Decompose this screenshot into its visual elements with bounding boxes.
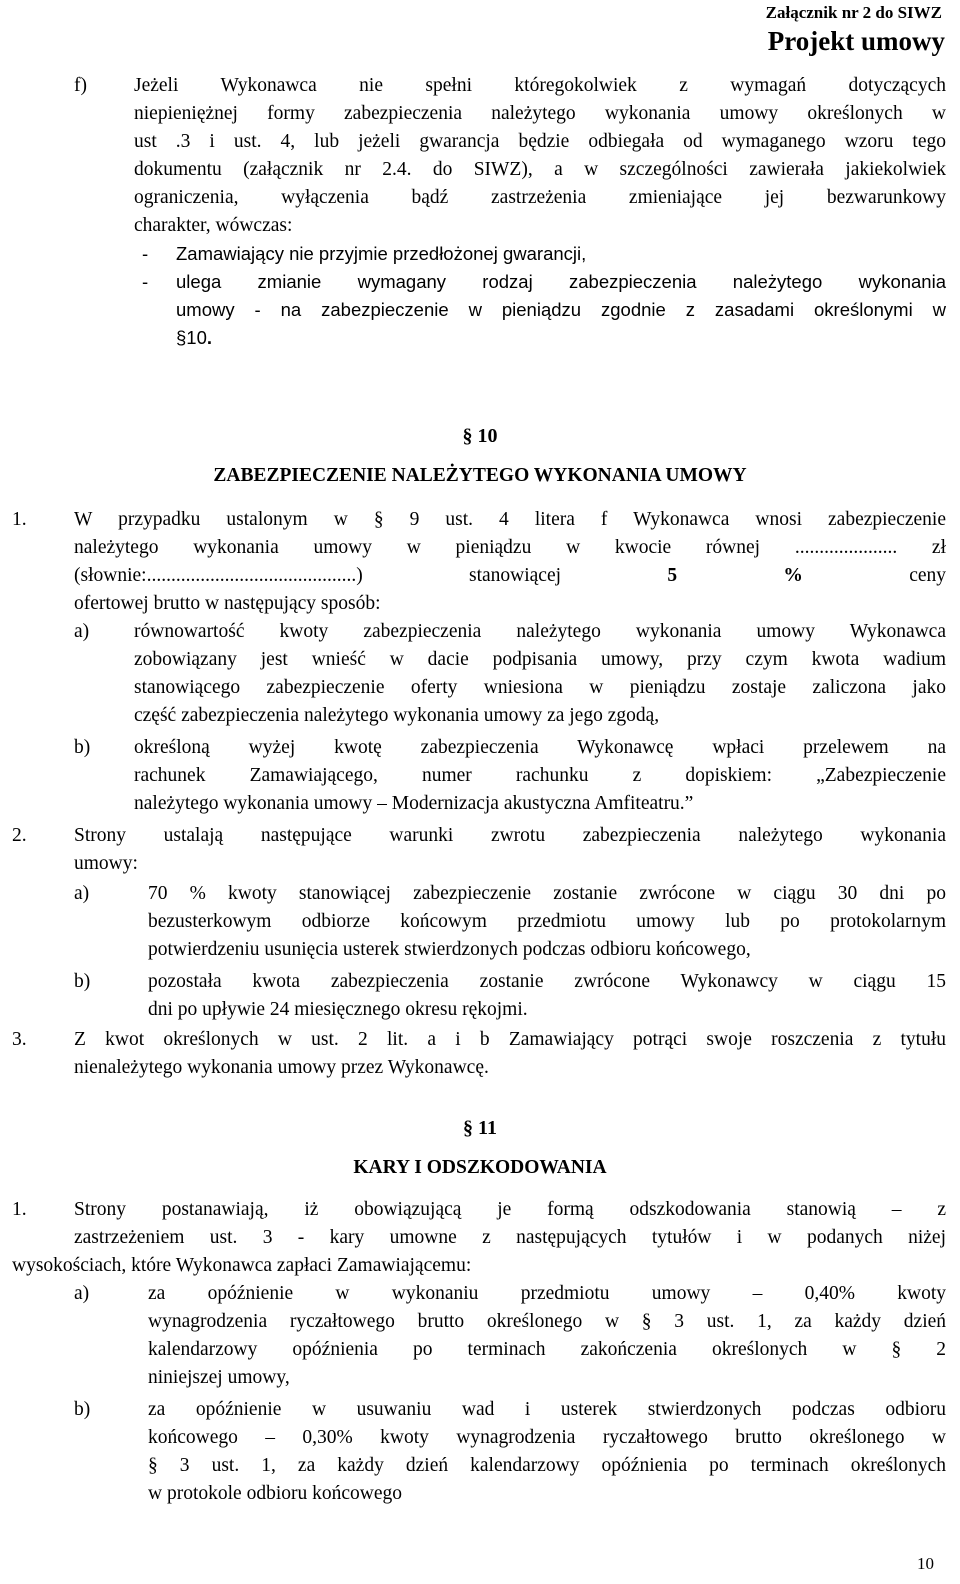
item-f-text: [134, 72, 946, 240]
s10-p3-label: 3.: [12, 1029, 27, 1050]
s10-p2-text: [74, 822, 946, 878]
text-line: kalendarzowy opóźnienia po terminach zakończenia określonych w § 2: [148, 1339, 946, 1360]
s11-p1-label: 1.: [12, 1199, 27, 1220]
text-line: ofertowej brutto w następujący sposób:: [74, 593, 381, 614]
s11-p1-b-text: [148, 1396, 946, 1508]
s10-p1-b-text: [134, 734, 946, 818]
s10-p3-text: [74, 1026, 946, 1082]
s11-p1-line3: [12, 1252, 946, 1280]
text-line: zastrzeżeniem ust. 3 - kary umowne z następujących tytułów i w podanych niżej: [74, 1227, 946, 1248]
text-line: należytego wykonania umowy w pieniądzu w kwocie równej ..................... zł: [74, 537, 946, 558]
text-line: za opóźnienie w usuwaniu wad i usterek stwierdzonych podczas odbioru: [148, 1399, 946, 1420]
text-line: dni po upływie 24 miesięcznego okresu rękojmi.: [148, 999, 528, 1020]
attachment-label: Załącznik nr 2 do SIWZ: [765, 3, 942, 22]
text-line: § 3 ust. 1, za każdy dzień kalendarzowy opóźnienia po terminach określonych: [148, 1455, 946, 1476]
text-line: umowy:: [74, 853, 138, 874]
text-line: ograniczenia, wyłączenia bądź zastrzeżenia zmieniające jej bezwarunkowy: [134, 187, 946, 208]
text-line: potwierdzeniu usunięcia usterek stwierdzonych podczas odbioru końcowego,: [148, 939, 751, 960]
s10-p1-label: 1.: [12, 509, 27, 530]
text-line: Strony postanawiają, iż obowiązującą je formą odszkodowania stanowią – z: [74, 1199, 946, 1220]
text-line: niepieniężnej formy zabezpieczenia należytego wykonania umowy określonych w: [134, 103, 946, 124]
s11-p1-a-label: a): [74, 1283, 90, 1304]
text-line: charakter, wówczas:: [134, 215, 293, 236]
s10-p1-a-text: [134, 618, 946, 730]
text-line: nienależytego wykonania umowy przez Wykonawcę.: [74, 1057, 489, 1078]
item-f-label: f): [74, 75, 87, 96]
text-line: (słownie:...........................................) stanowiącej 5 % ceny: [74, 565, 946, 586]
section-11-title: KARY I ODSZKODOWANIA: [353, 1157, 607, 1178]
text-line: 70 % kwoty stanowiącej zabezpieczenie zostanie zwrócone w ciągu 30 dni po: [148, 883, 946, 904]
text-line: za opóźnienie w wykonaniu przedmiotu umowy – 0,40% kwoty: [148, 1283, 946, 1304]
s10-p2-b-label: b): [74, 971, 91, 992]
text-line: równowartość kwoty zabezpieczenia należytego wykonania umowy Wykonawca: [134, 621, 946, 642]
text-line: ust .3 i ust. 4, lub jeżeli gwarancja będzie odbiegała od wymaganego wzoru tego: [134, 131, 946, 152]
text-line: bezusterkowym odbiorze końcowym przedmiotu umowy lub po protokolarnym: [148, 911, 946, 932]
s11-p1-a-text: [148, 1280, 946, 1392]
text-line: określoną wyżej kwotę zabezpieczenia Wykonawcę wpłaci przelewem na: [134, 737, 946, 758]
document-title: Projekt umowy: [767, 26, 945, 56]
section-10-number: § 10: [462, 425, 498, 447]
s10-p2-a-text: [148, 880, 946, 964]
text-line: W przypadku ustalonym w § 9 ust. 4 litera f Wykonawca wnosi zabezpieczenie: [74, 509, 946, 530]
text-line: Jeżeli Wykonawca nie spełni któregokolwiek z wymagań dotyczących: [134, 75, 946, 96]
section-10-title: ZABEZPIECZENIE NALEŻYTEGO WYKONANIA UMOWY: [213, 465, 747, 486]
s11-p1-b-label: b): [74, 1399, 91, 1420]
item-f-dash-list: [134, 240, 946, 352]
text-line: Strony ustalają następujące warunki zwrotu zabezpieczenia należytego wykonania: [74, 825, 946, 846]
percentage-value: 5 %: [667, 565, 803, 586]
text-line: Z kwot określonych w ust. 2 lit. a i b Zamawiający potrąci swoje roszczenia z tytułu: [74, 1029, 946, 1050]
text-line: niniejszej umowy,: [148, 1367, 290, 1388]
text-line: wynagrodzenia ryczałtowego brutto określonego w § 3 ust. 1, za każdy dzień: [148, 1311, 947, 1332]
text-line: pozostała kwota zabezpieczenia zostanie zwrócone Wykonawcy w ciągu 15: [148, 971, 946, 992]
s10-p1-a-label: a): [74, 621, 90, 642]
text-line: wysokościach, które Wykonawca zapłaci Zamawiającemu:: [12, 1255, 472, 1276]
s10-p2-label: 2.: [12, 825, 27, 846]
text-line: w protokole odbioru końcowego: [148, 1483, 402, 1504]
section-11-number: § 11: [463, 1117, 497, 1139]
s11-p1-text: [74, 1196, 946, 1252]
text-line: część zabezpieczenia należytego wykonania umowy za jego zgodą,: [134, 705, 660, 726]
s10-p1-text: [74, 506, 946, 618]
text-line: zobowiązany jest wnieść w dacie podpisania umowy, przy czym kwota wadium: [134, 649, 946, 670]
s10-p2-b-text: [148, 968, 946, 1024]
s10-p2-a-label: a): [74, 883, 90, 904]
page-number: 10: [917, 1554, 934, 1573]
text-line: rachunek Zamawiającego, numer rachunku z dopiskiem: „Zabezpieczenie: [134, 765, 946, 786]
s10-p1-b-label: b): [74, 737, 91, 758]
dash-item: - ulega zmianie wymagany rodzaj zabezpieczenia należytego wykonania umowy - na zabezpieczenie w pieniądzu zgodnie z zasadami określonymi w §10.: [134, 268, 946, 352]
text-line: należytego wykonania umowy – Modernizacja akustyczna Amfiteatru.”: [134, 793, 694, 814]
dash-item: - Zamawiający nie przyjmie przedłożonej gwarancji,: [142, 243, 587, 264]
text-line: końcowego – 0,30% kwoty wynagrodzenia ryczałtowego brutto określonego w: [148, 1427, 946, 1448]
paragraph-ref: §10.: [176, 327, 213, 348]
text-line: dokumentu (załącznik nr 2.4. do SIWZ), a w szczególności zawierała jakiekolwiek: [134, 159, 946, 180]
text-line: stanowiącego zabezpieczenie oferty wniesiona w pieniądzu zostaje zaliczona jako: [134, 677, 946, 698]
